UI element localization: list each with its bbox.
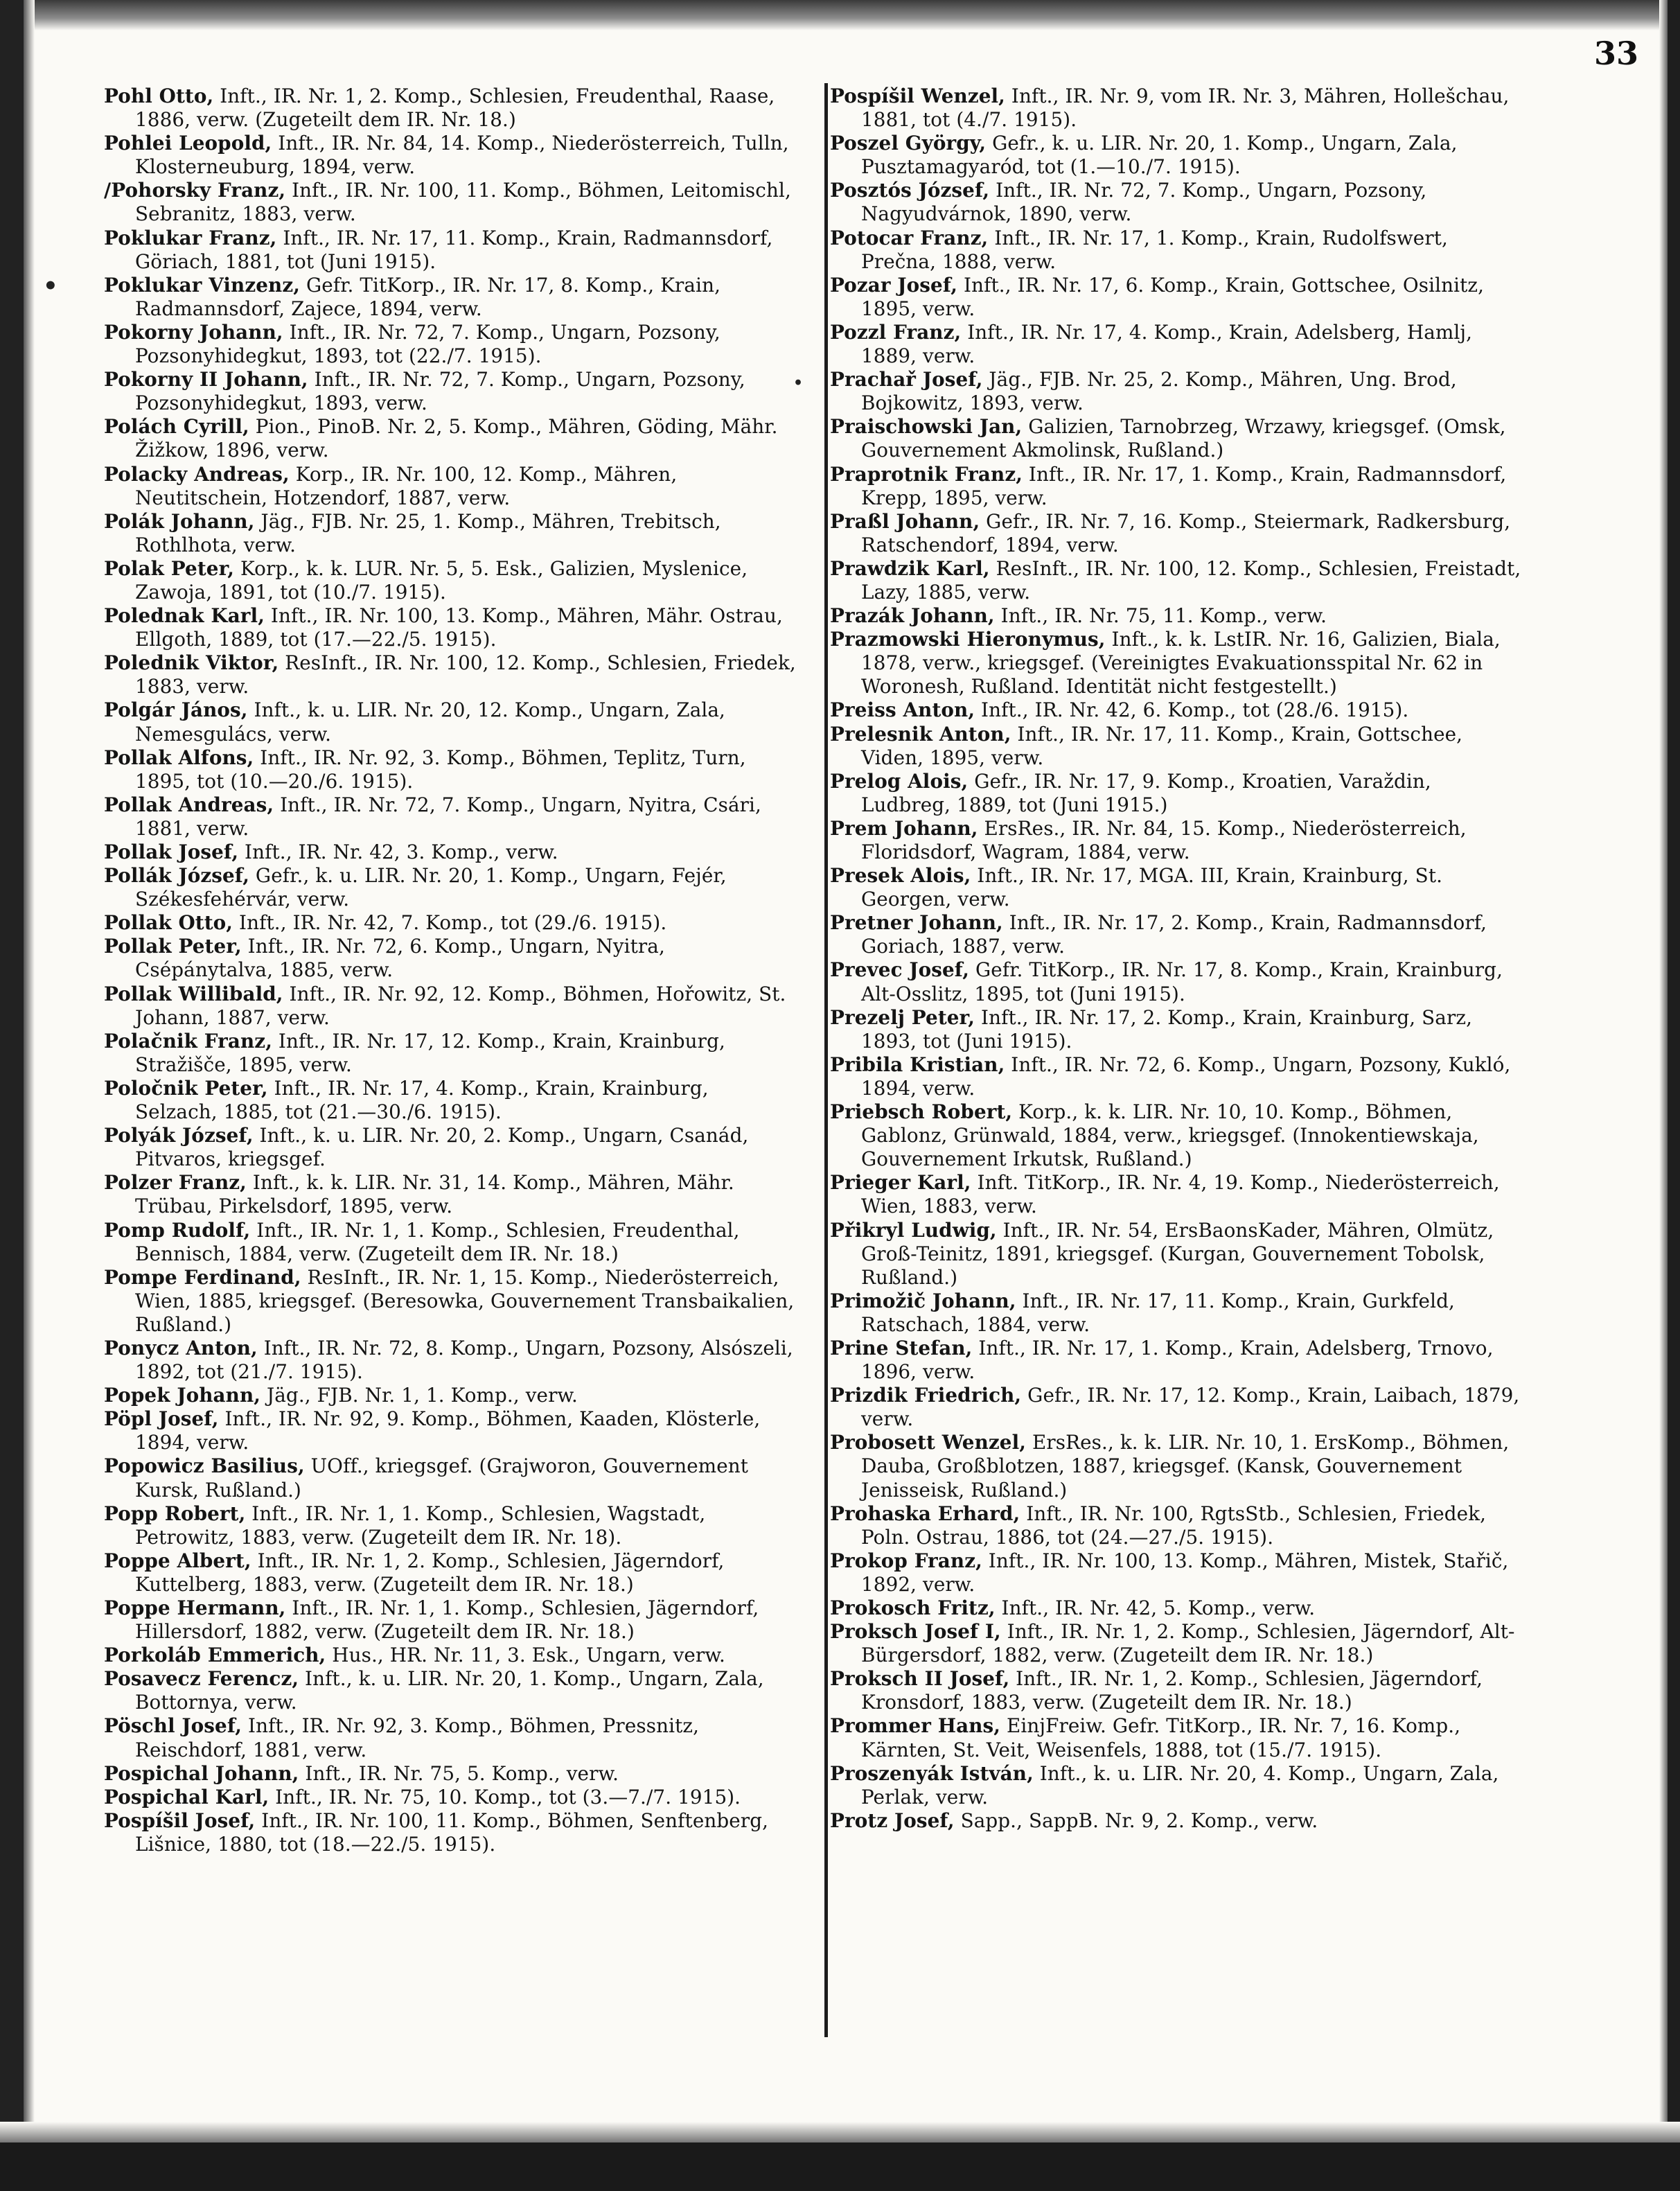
entry-details: Inft., IR. Nr. 92, 9. Komp., Böhmen, Kaaden, Klösterle, 1894, verw. [135, 1407, 761, 1454]
entry-name: Potocar Franz, [830, 226, 989, 249]
entry-name: Pospíšil Wenzel, [830, 85, 1005, 107]
entry-details: Gefr. TitKorp., IR. Nr. 17, 8. Komp., Krain, Krainburg, Alt-Osslitz, 1895, tot (Juni 1915). [861, 958, 1503, 1005]
entry-details: Inft., IR. Nr. 17, 12. Komp., Krain, Krainburg, Stražišče, 1895, verw. [135, 1029, 725, 1076]
entry-name: Poszel György, [830, 132, 987, 155]
entry-name: Pokorny II Johann, [104, 368, 308, 391]
entry-name: Prevec Josef, [830, 958, 970, 982]
list-entry [104, 841, 797, 864]
list-entry [104, 510, 797, 557]
entry-details: Inft., IR. Nr. 1, 1. Komp., Schlesien, Jägerndorf, Hillersdorf, 1882, verw. (Zugeteilt dem IR. Nr. 18.) [135, 1596, 759, 1644]
entry-details: Pion., PinoB. Nr. 2, 5. Komp., Mähren, Göding, Mähr. Žižkow, 1896, verw. [135, 415, 778, 462]
entry-name: Ponycz Anton, [104, 1336, 258, 1360]
entry-details: ResInft., IR. Nr. 1, 15. Komp., Niederösterreich, Wien, 1885, kriegsgef. (Beresowka, Gouvernement Transbaikalien, Rußland.) [135, 1265, 795, 1336]
entry-details: Inft. TitKorp., IR. Nr. 4, 19. Komp., Niederösterreich, Wien, 1883, verw. [861, 1171, 1500, 1218]
entry-name: Prokop Franz, [830, 1549, 982, 1572]
entry-name: Prachař Josef, [830, 368, 983, 391]
entry-name: Pospíšil Josef, [104, 1809, 256, 1832]
entry-details: Inft., IR. Nr. 17, 1. Komp., Krain, Radmannsdorf, Krepp, 1895, verw. [861, 462, 1507, 509]
list-entry [830, 958, 1523, 1005]
entry-name: Preiss Anton, [830, 698, 975, 722]
entry-name: Porkoláb Emmerich, [104, 1644, 326, 1667]
list-entry [104, 604, 797, 651]
entry-name: /Pohorsky Franz, [104, 179, 286, 202]
entry-name: Polačnik Franz, [104, 1029, 272, 1053]
entry-name: Pollak Otto, [104, 911, 233, 935]
list-entry [830, 1549, 1523, 1596]
entry-name: Prezelj Peter, [830, 1005, 975, 1029]
entry-details: Jäg., FJB. Nr. 25, 1. Komp., Mähren, Trebitsch, Rothlhota, verw. [135, 509, 721, 556]
entry-details: Inft., IR. Nr. 42, 6. Komp., tot (28./6. 1915). [975, 698, 1409, 722]
list-entry [104, 1502, 797, 1549]
list-entry [104, 415, 797, 462]
list-entry [830, 321, 1523, 368]
list-entry [830, 1219, 1523, 1290]
list-entry [104, 85, 797, 132]
entry-name: Pöschl Josef, [104, 1714, 242, 1738]
list-entry [830, 463, 1523, 510]
entry-name: Prizdik Friedrich, [830, 1384, 1022, 1407]
list-entry [104, 274, 797, 321]
entry-details: Inft., k. u. LIR. Nr. 20, 4. Komp., Ungarn, Zala, Perlak, verw. [861, 1761, 1499, 1809]
entry-details: Inft., IR. Nr. 1, 1. Komp., Schlesien, Wagstadt, Petrowitz, 1883, verw. (Zugeteilt dem IR. Nr. 18). [135, 1502, 706, 1549]
entry-name: Pospichal Karl, [104, 1785, 269, 1809]
entry-name: Proksch Josef I, [830, 1620, 1001, 1644]
entry-name: Polacky Andreas, [104, 462, 290, 486]
entry-name: Priebsch Robert, [830, 1100, 1013, 1124]
list-entry [104, 179, 797, 226]
entry-details: Inft., IR. Nr. 17, 4. Komp., Krain, Krainburg, Selzach, 1885, tot (21.—30./6. 1915). [135, 1076, 709, 1124]
entry-name: Polák Johann, [104, 509, 255, 533]
entry-name: Pribila Kristian, [830, 1053, 1005, 1076]
entry-details: Inft., IR. Nr. 1, 2. Komp., Schlesien, Jägerndorf, Kronsdorf, 1883, verw. (Zugeteilt dem IR. Nr. 18.) [861, 1667, 1483, 1714]
entry-details: Inft., IR. Nr. 72, 8. Komp., Ungarn, Pozsony, Alsószeli, 1892, tot (21./7. 1915). [135, 1336, 793, 1384]
entry-details: Korp., k. k. LUR. Nr. 5, 5. Esk., Galizien, Myslenice, Zawoja, 1891, tot (10./7. 1915). [135, 556, 748, 604]
entry-name: Poklukar Vinzenz, [104, 273, 301, 297]
entry-details: Inft., IR. Nr. 17, 6. Komp., Krain, Gottschee, Osilnitz, 1895, verw. [861, 273, 1485, 320]
list-entry [104, 1644, 797, 1667]
entry-name: Pohl Otto, [104, 85, 214, 107]
list-entry [104, 1384, 797, 1407]
entry-details: Gefr. TitKorp., IR. Nr. 17, 8. Komp., Krain, Radmannsdorf, Zajece, 1894, verw. [135, 273, 721, 320]
entry-details: Korp., k. k. LIR. Nr. 10, 10. Komp., Böhmen, Gablonz, Grünwald, 1884, verw., kriegsgef. (Innokentiewskaja, Gouvernement Irkutsk, Rußland.) [861, 1100, 1479, 1171]
entry-details: Hus., HR. Nr. 11, 3. Esk., Ungarn, verw. [326, 1644, 725, 1667]
entry-details: Inft., IR. Nr. 75, 11. Komp., verw. [994, 604, 1327, 628]
entry-name: Prazmowski Hieronymus, [830, 628, 1106, 651]
entry-details: Inft., IR. Nr. 17, 1. Komp., Krain, Rudolfswert, Prečna, 1888, verw. [861, 226, 1448, 273]
entry-details: Inft., IR. Nr. 75, 5. Komp., verw. [299, 1761, 619, 1785]
entry-details: ResInft., IR. Nr. 100, 12. Komp., Schlesien, Friedek, 1883, verw. [135, 651, 796, 698]
entry-details: Inft., IR. Nr. 92, 3. Komp., Böhmen, Teplitz, Turn, 1895, tot (10.—20./6. 1915). [135, 746, 746, 793]
entry-name: Prelesnik Anton, [830, 722, 1011, 746]
list-entry [104, 1786, 797, 1809]
entry-details: Inft., IR. Nr. 17, 11. Komp., Krain, Radmannsdorf, Göriach, 1881, tot (Juni 1915). [135, 226, 773, 273]
entry-name: Prieger Karl, [830, 1171, 971, 1195]
list-entry [830, 1290, 1523, 1337]
list-entry [830, 698, 1523, 722]
entry-details: Inft., k. u. LIR. Nr. 20, 12. Komp., Ungarn, Zala, Nemesgulács, verw. [135, 698, 725, 746]
entry-details: Inft., IR. Nr. 42, 3. Komp., verw. [238, 841, 558, 863]
entry-details: Inft., IR. Nr. 54, ErsBaonsKader, Mähren, Olmütz, Groß-Teinitz, 1891, kriegsgef. (Kurgan, Gouvernement Tobolsk, Rußland.) [861, 1218, 1494, 1289]
entry-name: Praischowski Jan, [830, 415, 1023, 439]
entry-details: Inft., IR. Nr. 1, 2. Komp., Schlesien, Jägerndorf, Kuttelberg, 1883, verw. (Zugeteilt dem IR. Nr. 18.) [135, 1549, 725, 1596]
entry-details: Inft., IR. Nr. 72, 7. Komp., Ungarn, Pozsony, Pozsonyhidegkut, 1893, verw. [135, 368, 745, 415]
entry-details: ResInft., IR. Nr. 100, 12. Komp., Schlesien, Freistadt, Lazy, 1885, verw. [861, 556, 1521, 604]
list-entry [830, 227, 1523, 274]
entry-details: UOff., kriegsgef. (Grajworon, Gouvernement Kursk, Rußland.) [135, 1454, 749, 1502]
entry-details: Inft., IR. Nr. 100, 13. Komp., Mähren, Mistek, Stařič, 1892, verw. [861, 1549, 1509, 1596]
list-entry [830, 628, 1523, 698]
entry-details: ErsRes., IR. Nr. 84, 15. Komp., Niederösterreich, Floridsdorf, Wagram, 1884, verw. [861, 816, 1467, 863]
entry-name: Praßl Johann, [830, 509, 980, 533]
scan-edge-left [0, 0, 24, 2191]
entry-name: Polách Cyrill, [104, 415, 249, 439]
list-entry [104, 983, 797, 1030]
list-entry [830, 274, 1523, 321]
entry-details: Inft., IR. Nr. 17, 2. Komp., Krain, Radmannsdorf, Goriach, 1887, verw. [861, 911, 1487, 958]
list-entry [104, 1171, 797, 1218]
list-entry [104, 651, 797, 698]
list-entry [830, 1596, 1523, 1620]
scan-shadow-left [24, 0, 35, 2191]
entry-name: Posztós József, [830, 179, 990, 202]
scan-edge-right [1668, 0, 1680, 2191]
list-entry [104, 911, 797, 935]
list-entry [830, 1667, 1523, 1714]
entry-details: Inft., IR. Nr. 17, 2. Komp., Krain, Krainburg, Sarz, 1893, tot (Juni 1915). [861, 1005, 1473, 1053]
entry-name: Pollak Alfons, [104, 746, 254, 769]
entry-details: Inft., IR. Nr. 1, 2. Komp., Schlesien, Jägerndorf, Alt-Bürgersdorf, 1882, verw. (Zugeteilt dem IR. Nr. 18.) [861, 1620, 1515, 1667]
list-entry [830, 368, 1523, 415]
list-entry [830, 557, 1523, 604]
list-entry [830, 132, 1523, 179]
entry-details: Gefr., k. u. LIR. Nr. 20, 1. Komp., Ungarn, Fejér, Székesfehérvár, verw. [135, 864, 727, 911]
entry-details: Inft., k. k. LIR. Nr. 31, 14. Komp., Mähren, Mähr. Trübau, Pirkelsdorf, 1895, verw. [135, 1171, 734, 1218]
list-entry [104, 935, 797, 982]
list-entry [104, 1809, 797, 1856]
list-entry [104, 1124, 797, 1171]
entry-name: Pöpl Josef, [104, 1407, 219, 1431]
entry-details: Inft., IR. Nr. 42, 7. Komp., tot (29./6. 1915). [233, 911, 667, 935]
entry-details: Gefr., k. u. LIR. Nr. 20, 1. Komp., Ungarn, Zala, Pusztamagyaród, tot (1.—10./7. 1915). [861, 132, 1458, 179]
entry-name: Poppe Hermann, [104, 1596, 286, 1619]
entry-details: Inft., IR. Nr. 17, MGA. III, Krain, Krainburg, St. Georgen, verw. [861, 864, 1443, 911]
entry-details: Gefr., IR. Nr. 17, 9. Komp., Kroatien, Varaždin, Ludbreg, 1889, tot (Juni 1915.) [861, 769, 1431, 816]
entry-details: Galizien, Tarnobrzeg, Wrzawy, kriegsgef. (Omsk, Gouvernement Akmolinsk, Rußland.) [861, 415, 1506, 462]
entry-details: Inft., IR. Nr. 72, 7. Komp., Ungarn, Nyitra, Csári, 1881, verw. [135, 793, 761, 840]
column-divider [824, 83, 828, 2037]
list-entry [104, 557, 797, 604]
scan-shadow-bottom [0, 2122, 1680, 2142]
scan-edge-top [0, 0, 1680, 30]
entry-details: Inft., IR. Nr. 17, 11. Komp., Krain, Gottschee, Viden, 1895, verw. [861, 722, 1463, 769]
entry-name: Popowicz Basilius, [104, 1454, 305, 1478]
margin-mark: • [43, 272, 58, 300]
entry-name: Pollak Peter, [104, 935, 242, 958]
entry-details: Korp., IR. Nr. 100, 12. Komp., Mähren, Neutitschein, Hotzendorf, 1887, verw. [135, 462, 678, 509]
list-entry [830, 1053, 1523, 1100]
list-entry [830, 1620, 1523, 1667]
entry-name: Pollak Josef, [104, 841, 239, 863]
list-entry [830, 85, 1523, 132]
entry-name: Přikryl Ludwig, [830, 1218, 997, 1242]
entry-details: Inft., IR. Nr. 17, 1. Komp., Krain, Adelsberg, Trnovo, 1896, verw. [861, 1336, 1494, 1384]
list-entry [104, 1266, 797, 1337]
entry-name: Presek Alois, [830, 864, 971, 888]
entry-details: Inft., k. k. LstIR. Nr. 16, Galizien, Biala, 1878, verw., kriegsgef. (Vereinigtes Evakuationsspital Nr. 62 in Woronesh, Rußland. Identität nicht festgestellt.) [861, 628, 1501, 698]
entry-name: Polzer Franz, [104, 1171, 247, 1195]
right-column [830, 85, 1523, 1833]
entry-details: Inft., k. u. LIR. Nr. 20, 1. Komp., Ungarn, Zala, Bottornya, verw. [135, 1667, 764, 1714]
entry-name: Polak Peter, [104, 556, 235, 580]
list-entry [830, 1714, 1523, 1761]
list-entry [830, 1171, 1523, 1218]
entry-details: Inft., IR. Nr. 72, 7. Komp., Ungarn, Pozsony, Pozsonyhidegkut, 1893, tot (22./7. 1915). [135, 320, 720, 368]
margin-mark: • [793, 374, 804, 392]
entry-name: Popp Robert, [104, 1502, 246, 1525]
entry-details: Inft., IR. Nr. 100, 13. Komp., Mähren, Mähr. Ostrau, Ellgoth, 1889, tot (17.—22./5. 1915). [135, 604, 783, 651]
list-entry [104, 698, 797, 746]
entry-name: Prohaska Erhard, [830, 1502, 1020, 1525]
list-entry [104, 1454, 797, 1502]
entry-details: Inft., IR. Nr. 100, RgtsStb., Schlesien, Friedek, Poln. Ostrau, 1886, tot (24.—27./5. 1915). [861, 1502, 1487, 1549]
list-entry [830, 1762, 1523, 1809]
entry-name: Prine Stefan, [830, 1336, 973, 1360]
list-entry [104, 746, 797, 793]
list-entry [830, 1337, 1523, 1384]
entry-name: Pohlei Leopold, [104, 132, 272, 155]
entry-name: Proszenyák István, [830, 1761, 1034, 1785]
entry-name: Praprotnik Franz, [830, 462, 1023, 486]
list-entry [104, 1714, 797, 1761]
list-entry [104, 1077, 797, 1124]
list-entry [830, 770, 1523, 817]
entry-name: Prokosch Fritz, [830, 1596, 996, 1619]
list-entry [830, 179, 1523, 226]
entry-details: Inft., k. u. LIR. Nr. 20, 2. Komp., Ungarn, Csanád, Pitvaros, kriegsgef. [135, 1124, 749, 1171]
list-entry [104, 1549, 797, 1596]
entry-name: Poločnik Peter, [104, 1076, 268, 1100]
list-entry [104, 1407, 797, 1454]
list-entry [830, 1809, 1523, 1833]
entry-name: Probosett Wenzel, [830, 1431, 1027, 1454]
list-entry [104, 227, 797, 274]
entry-details: Inft., IR. Nr. 100, 11. Komp., Böhmen, Leitomischl, Sebranitz, 1883, verw. [135, 179, 791, 226]
entry-name: Poppe Albert, [104, 1549, 251, 1572]
list-entry [830, 1006, 1523, 1053]
entry-details: Inft., IR. Nr. 72, 6. Komp., Ungarn, Pozsony, Kukló, 1894, verw. [861, 1053, 1511, 1100]
list-entry [830, 604, 1523, 628]
entry-name: Primožič Johann, [830, 1289, 1016, 1312]
entry-name: Polgár János, [104, 698, 248, 722]
list-entry [830, 1384, 1523, 1431]
list-entry [830, 817, 1523, 864]
list-entry [830, 1431, 1523, 1502]
entry-name: Prawdzik Karl, [830, 556, 990, 580]
entry-details: Inft., IR. Nr. 17, 4. Komp., Krain, Adelsberg, Hamlj, 1889, verw. [861, 320, 1473, 368]
entry-name: Pollák József, [104, 864, 249, 888]
entry-details: ErsRes., k. k. LIR. Nr. 10, 1. ErsKomp., Böhmen, Dauba, Großblotzen, 1887, kriegsgef. (Kansk, Gouvernement Jenisseisk, Rußland.) [861, 1431, 1510, 1502]
entry-details: Inft., IR. Nr. 92, 12. Komp., Böhmen, Hořowitz, St. Johann, 1887, verw. [135, 982, 786, 1029]
entry-name: Proksch II Josef, [830, 1667, 1010, 1691]
entry-name: Pollak Andreas, [104, 793, 274, 816]
entry-details: Gefr., IR. Nr. 7, 16. Komp., Steiermark, Radkersburg, Ratschendorf, 1894, verw. [861, 509, 1511, 556]
list-entry [104, 1596, 797, 1644]
entry-details: Inft., IR. Nr. 1, 1. Komp., Schlesien, Freudenthal, Bennisch, 1884, verw. (Zugeteilt dem IR. Nr. 18.) [135, 1218, 740, 1265]
entry-name: Polednak Karl, [104, 604, 265, 628]
entry-details: Inft., IR. Nr. 72, 6. Komp., Ungarn, Nyitra, Csépánytalva, 1885, verw. [135, 935, 665, 982]
list-entry [830, 864, 1523, 911]
entry-details: Sapp., SappB. Nr. 9, 2. Komp., verw. [954, 1809, 1318, 1832]
entry-name: Pomp Rudolf, [104, 1218, 251, 1242]
entry-name: Posavecz Ferencz, [104, 1667, 299, 1691]
entry-name: Pokorny Johann, [104, 320, 283, 344]
entry-name: Polyák József, [104, 1124, 254, 1147]
list-entry [104, 1030, 797, 1077]
list-entry [104, 1667, 797, 1714]
list-entry [830, 723, 1523, 770]
list-entry [104, 1337, 797, 1384]
list-entry [830, 510, 1523, 557]
list-entry [830, 911, 1523, 958]
entry-name: Popek Johann, [104, 1384, 261, 1407]
entry-name: Pospichal Johann, [104, 1761, 299, 1785]
list-entry [104, 793, 797, 841]
list-entry [104, 1219, 797, 1266]
entry-details: Inft., IR. Nr. 17, 11. Komp., Krain, Gurkfeld, Ratschach, 1884, verw. [861, 1289, 1455, 1336]
page-number: 33 [1593, 35, 1638, 72]
entry-name: Pompe Ferdinand, [104, 1265, 301, 1289]
entry-details: Inft., IR. Nr. 1, 2. Komp., Schlesien, Freudenthal, Raase, 1886, verw. (Zugeteilt dem IR. Nr. 18.) [135, 85, 775, 132]
entry-name: Prommer Hans, [830, 1714, 1001, 1738]
list-entry [830, 415, 1523, 462]
entry-name: Protz Josef, [830, 1809, 955, 1832]
list-entry [104, 368, 797, 415]
left-column [104, 85, 797, 1856]
entry-details: Inft., IR. Nr. 75, 10. Komp., tot (3.—7./7. 1915). [269, 1785, 741, 1809]
entry-details: EinjFreiw. Gefr. TitKorp., IR. Nr. 7, 16. Komp., Kärnten, St. Veit, Weisenfels, 1888, tot (15./7. 1915). [861, 1714, 1461, 1761]
list-entry [104, 1762, 797, 1786]
entry-name: Pretner Johann, [830, 911, 1003, 935]
entry-name: Prem Johann, [830, 816, 978, 840]
entry-details: Inft., IR. Nr. 42, 5. Komp., verw. [995, 1596, 1316, 1619]
list-entry [830, 1502, 1523, 1549]
entry-details: Jäg., FJB. Nr. 25, 2. Komp., Mähren, Ung. Brod, Bojkowitz, 1893, verw. [861, 368, 1457, 415]
entry-name: Prelog Alois, [830, 769, 969, 793]
scan-edge-bottom [0, 2142, 1680, 2191]
entry-name: Pozzl Franz, [830, 320, 962, 344]
entry-details: Inft., IR. Nr. 92, 3. Komp., Böhmen, Pressnitz, Reischdorf, 1881, verw. [135, 1714, 700, 1761]
entry-details: Inft., IR. Nr. 72, 7. Komp., Ungarn, Pozsony, Nagyudvárnok, 1890, verw. [861, 179, 1427, 226]
entry-details: Inft., IR. Nr. 84, 14. Komp., Niederösterreich, Tulln, Klosterneuburg, 1894, verw. [135, 132, 789, 179]
entry-details: Inft., IR. Nr. 100, 11. Komp., Böhmen, Senftenberg, Lišnice, 1880, tot (18.—22./5. 1915). [135, 1809, 769, 1856]
list-entry [830, 1100, 1523, 1171]
list-entry [104, 132, 797, 179]
entry-name: Poklukar Franz, [104, 226, 277, 249]
entry-details: Gefr., IR. Nr. 17, 12. Komp., Krain, Laibach, 1879, verw. [861, 1384, 1520, 1431]
entry-name: Prazák Johann, [830, 604, 995, 628]
list-entry [104, 321, 797, 368]
list-entry [104, 864, 797, 911]
scan-shadow-right [1659, 0, 1668, 2191]
entry-details: Jäg., FJB. Nr. 1, 1. Komp., verw. [260, 1384, 578, 1407]
list-entry [104, 463, 797, 510]
entry-name: Polednik Viktor, [104, 651, 279, 675]
entry-name: Pollak Willibald, [104, 982, 283, 1005]
entry-name: Pozar Josef, [830, 273, 958, 297]
entry-details: Inft., IR. Nr. 9, vom IR. Nr. 3, Mähren, Hollešchau, 1881, tot (4./7. 1915). [861, 85, 1510, 132]
